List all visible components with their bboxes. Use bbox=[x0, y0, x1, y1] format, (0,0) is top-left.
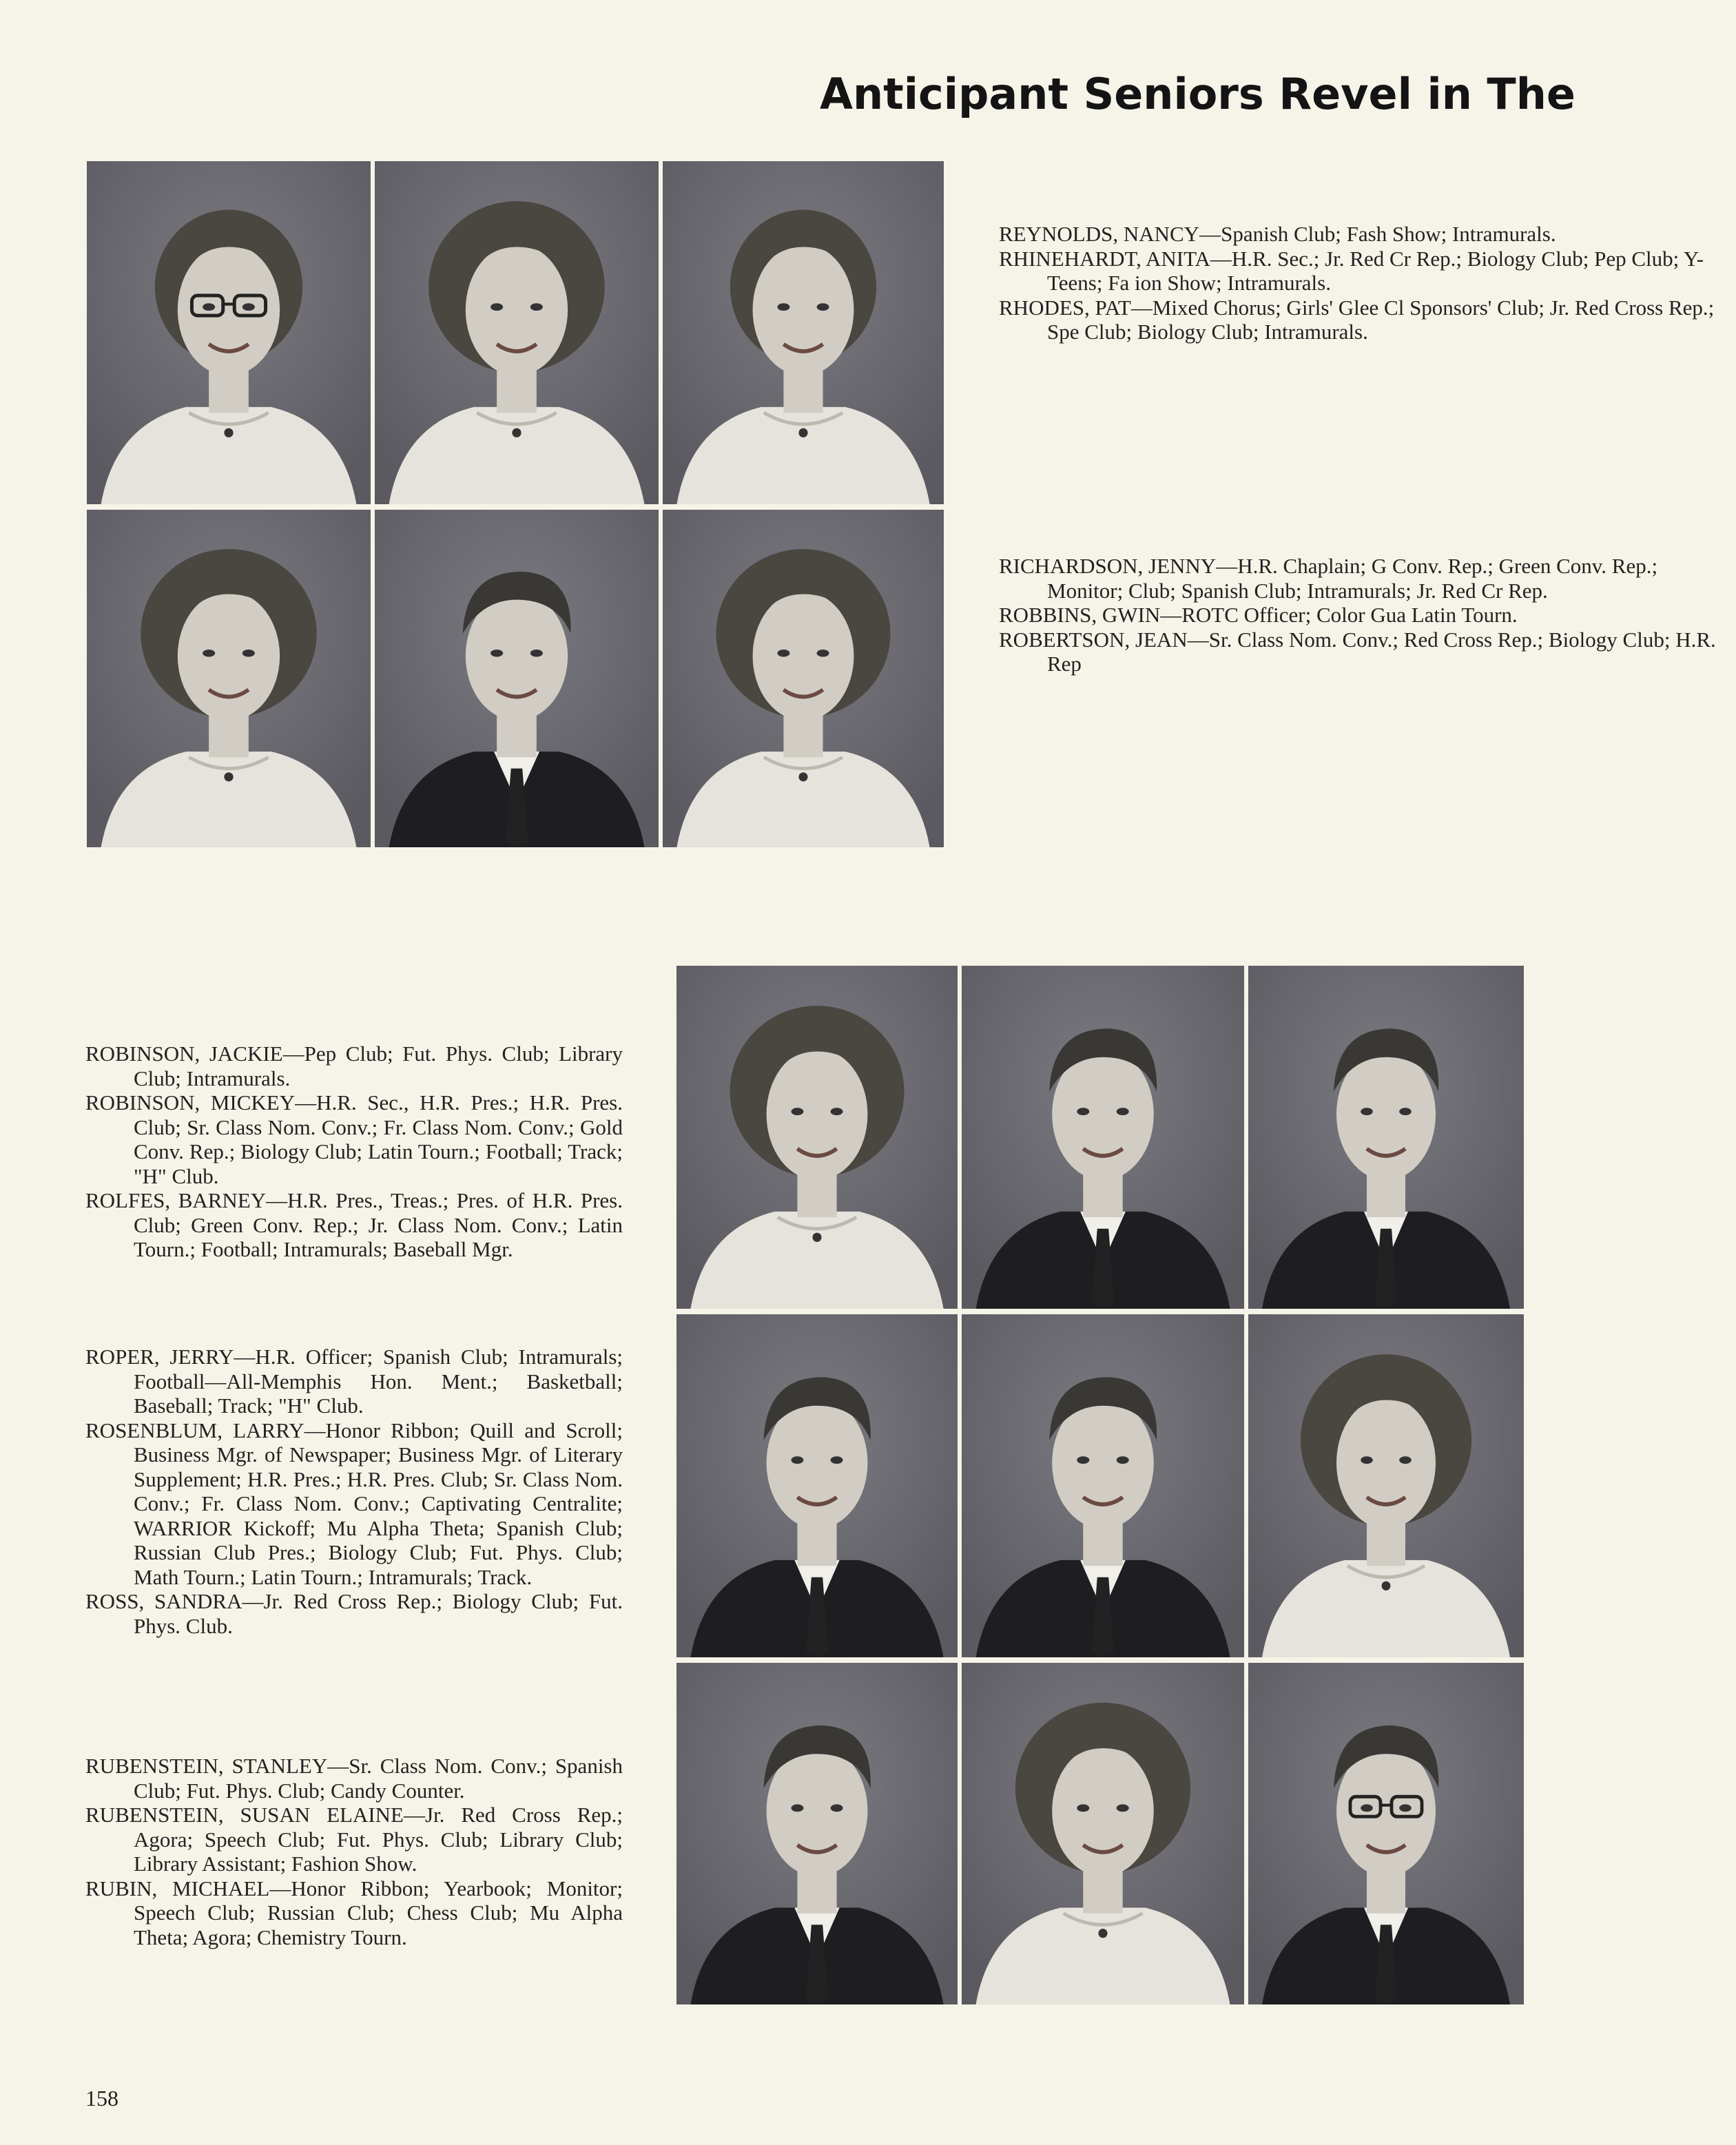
student-name: ROLFES, BARNEY bbox=[85, 1188, 267, 1212]
portrait-photo bbox=[87, 161, 371, 504]
portrait-photo bbox=[87, 510, 371, 847]
photo-grid-bottom bbox=[676, 966, 1513, 2004]
bio-entry bbox=[85, 1803, 623, 1876]
student-name: RICHARDSON, JENNY bbox=[999, 554, 1217, 578]
bio-block-left-2 bbox=[85, 1345, 623, 1638]
student-activities: —H.R. Pres., Treas.; Pres. of H.R. Pres. Club; Green Conv. Rep.; Jr. Class Nom. Conv.; Latin Tourn.; Football; Intramurals; Baseball Mgr. bbox=[134, 1188, 623, 1261]
portrait-photo bbox=[962, 1663, 1244, 2004]
portrait-photo bbox=[663, 510, 944, 847]
portrait-photo bbox=[962, 1314, 1244, 1657]
bio-entry bbox=[85, 1090, 623, 1188]
portrait-photo bbox=[676, 966, 958, 1309]
bio-block-left-1 bbox=[85, 1042, 623, 1262]
bio-entry bbox=[999, 554, 1736, 603]
bio-entry bbox=[85, 1876, 623, 1950]
student-activities: —Jr. Red Cross Rep.; Biology Club; Fut. Phys. Club. bbox=[134, 1589, 623, 1638]
student-name: ROBBINS, GWIN bbox=[999, 603, 1161, 627]
student-activities: —Honor Ribbon; Yearbook; Monitor; Speech Club; Russian Club; Chess Club; Mu Alpha Theta; Agora; Chemistry Tourn. bbox=[134, 1876, 623, 1949]
bio-entry bbox=[999, 603, 1736, 628]
portrait-photo bbox=[676, 1663, 958, 2004]
bio-block-top-1 bbox=[999, 222, 1715, 344]
page-title: Anticipant Seniors Revel in The bbox=[820, 69, 1575, 119]
student-name: RHINEHARDT, ANITA bbox=[999, 246, 1210, 271]
student-name: REYNOLDS, NANCY bbox=[999, 222, 1200, 246]
student-activities: —H.R. Officer; Spanish Club; Intramurals; Football—All-Memphis Hon. Ment.; Basketball; Baseball; Track; "H" Club. bbox=[134, 1345, 623, 1418]
student-name: RUBIN, MICHAEL bbox=[85, 1876, 270, 1900]
student-name: RUBENSTEIN, STANLEY bbox=[85, 1754, 328, 1778]
portrait-photo bbox=[663, 161, 944, 504]
bio-entry bbox=[85, 1042, 623, 1090]
bio-entry bbox=[999, 247, 1736, 296]
photo-grid-top bbox=[87, 161, 944, 847]
bio-entry bbox=[999, 222, 1736, 247]
student-name: ROBINSON, MICKEY bbox=[85, 1090, 296, 1115]
student-activities: —Pep Club; Fut. Phys. Club; Library Club; Intramurals. bbox=[134, 1042, 623, 1090]
student-activities: —Sr. Class Nom. Conv.; Spanish Club; Fut. Phys. Club; Candy Counter. bbox=[134, 1754, 623, 1803]
student-name: RHODES, PAT bbox=[999, 295, 1131, 320]
page-number: 158 bbox=[85, 2086, 118, 2111]
bio-entry bbox=[85, 1754, 623, 1803]
student-activities: —Honor Ribbon; Quill and Scroll; Business Mgr. of Newspaper; Business Mgr. of Literary Supplement; H.R. Pres.; H.R. Pres. Club; Sr. Class Nom. Conv.; Fr. Class Nom. Conv.; Captivating Centralite; WARRIOR Kickoff; Mu Alpha Theta; Spanish Club; Russian Club Pres.; Biology Club; Fut. Phys. Club; Math Tourn.; Latin Tourn.; Intramurals; Track. bbox=[134, 1418, 623, 1589]
bio-entry bbox=[85, 1589, 623, 1638]
student-name: ROBERTSON, JEAN bbox=[999, 627, 1188, 652]
student-activities: —ROTC Officer; Color Gua Latin Tourn. bbox=[1160, 603, 1518, 627]
bio-entry bbox=[85, 1345, 623, 1418]
portrait-photo bbox=[676, 1314, 958, 1657]
student-name: ROSENBLUM, LARRY bbox=[85, 1418, 304, 1442]
student-activities: —Jr. Red Cross Rep.; Agora; Speech Club; Fut. Phys. Club; Library Club; Library Assistant; Fashion Show. bbox=[134, 1803, 623, 1876]
student-activities: —H.R. Chaplain; G Conv. Rep.; Green Conv. Rep.; Monitor; Club; Spanish Club; Intramurals; Jr. Red Cr Rep. bbox=[1047, 554, 1658, 603]
student-name: RUBENSTEIN, SUSAN ELAINE bbox=[85, 1803, 404, 1827]
student-name: ROBINSON, JACKIE bbox=[85, 1042, 283, 1066]
student-activities: —Sr. Class Nom. Conv.; Red Cross Rep.; Biology Club; H.R. Rep bbox=[1047, 627, 1716, 676]
portrait-photo bbox=[962, 966, 1244, 1309]
bio-entry bbox=[999, 628, 1736, 676]
student-activities: —Mixed Chorus; Girls' Glee Cl Sponsors' Club; Jr. Red Cross Rep.; Spe Club; Biology Club; Intramurals. bbox=[1047, 295, 1715, 344]
student-name: ROPER, JERRY bbox=[85, 1345, 234, 1369]
portrait-photo bbox=[1248, 1663, 1524, 2004]
bio-entry bbox=[85, 1418, 623, 1590]
portrait-photo bbox=[375, 510, 659, 847]
student-activities: —H.R. Sec., H.R. Pres.; H.R. Pres. Club; Sr. Class Nom. Conv.; Fr. Class Nom. Conv.; Gold Conv. Rep.; Biology Club; Latin Tourn.; Football; Track; "H" Club. bbox=[134, 1090, 623, 1188]
portrait-photo bbox=[1248, 1314, 1524, 1657]
student-name: ROSS, SANDRA bbox=[85, 1589, 242, 1613]
bio-block-left-3 bbox=[85, 1754, 623, 1949]
student-activities: —Spanish Club; Fash Show; Intramurals. bbox=[1199, 222, 1556, 246]
bio-entry bbox=[999, 296, 1736, 344]
student-activities: —H.R. Sec.; Jr. Red Cr Rep.; Biology Club; Pep Club; Y-Teens; Fa ion Show; Intramurals. bbox=[1047, 246, 1704, 295]
portrait-photo bbox=[1248, 966, 1524, 1309]
portrait-photo bbox=[375, 161, 659, 504]
bio-entry bbox=[85, 1188, 623, 1262]
bio-block-top-2 bbox=[999, 554, 1716, 676]
